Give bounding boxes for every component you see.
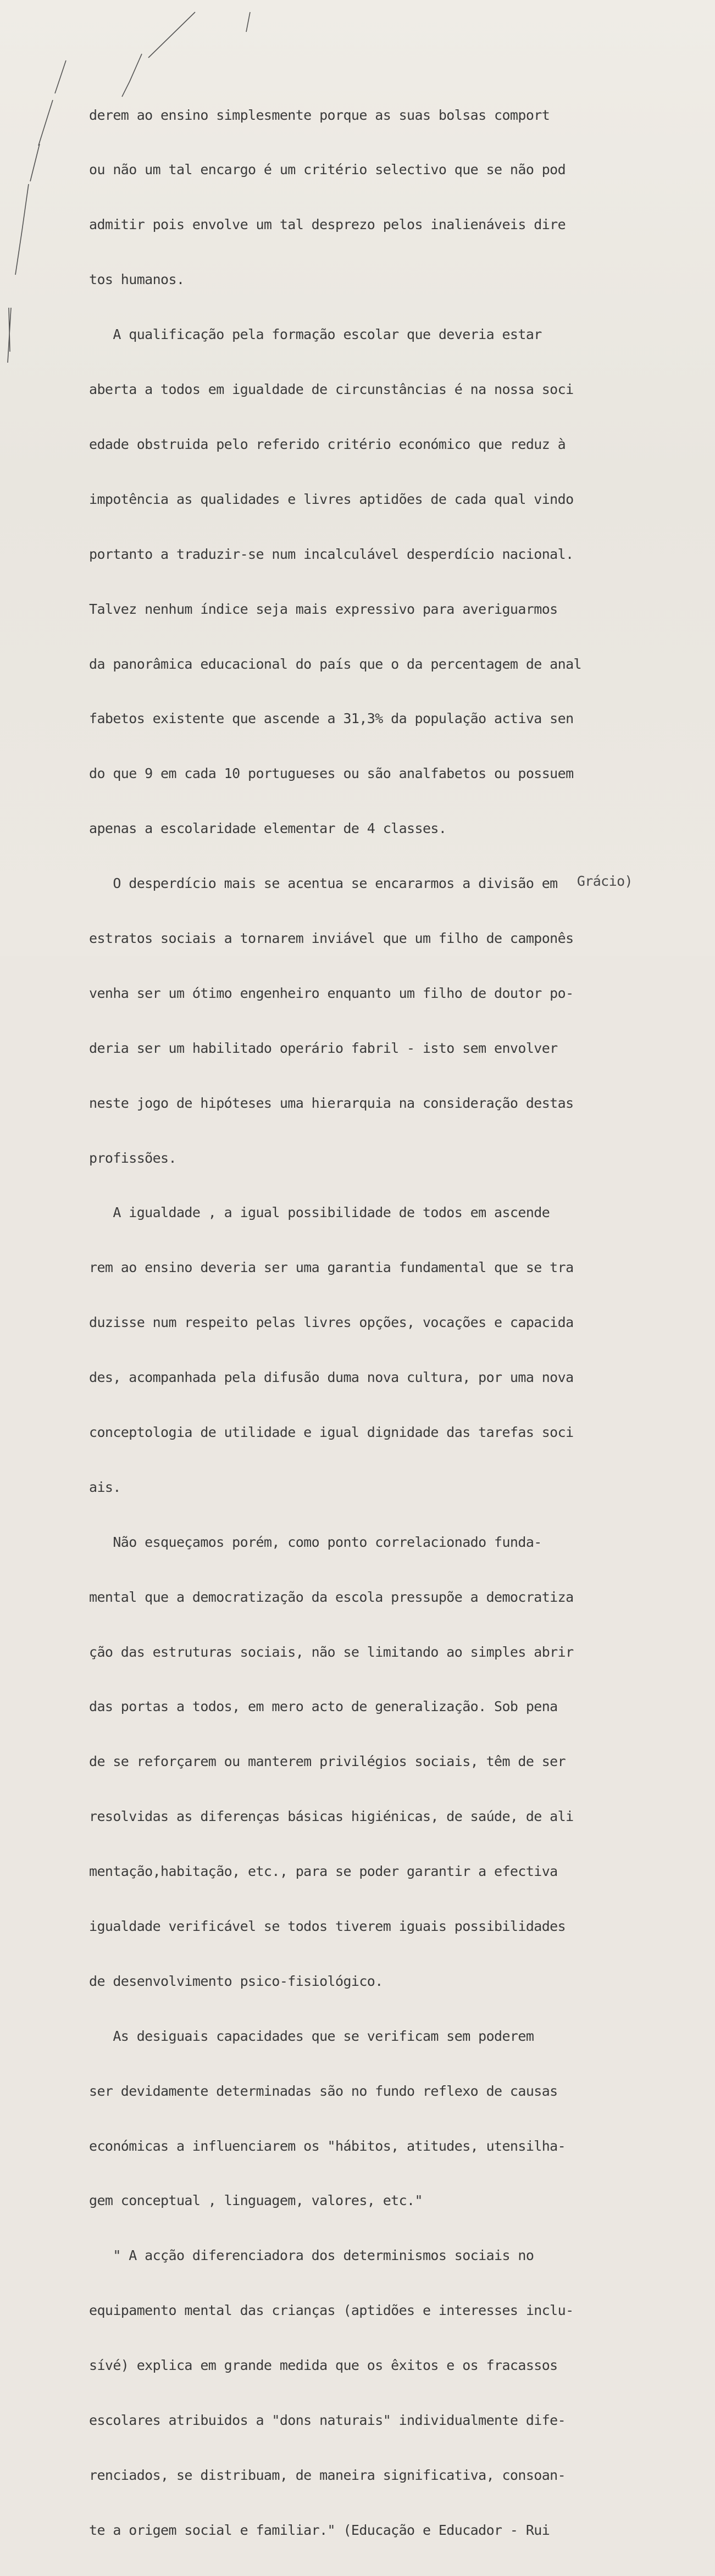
text-line: te a origem social e familiar." (Educação e Educador - Rui [89, 2522, 550, 2538]
text-line: portanto a traduzir-se num incalculável desperdício nacional. [89, 546, 574, 562]
text-line: da panorâmica educacional do país que o da percentagem de anal [89, 656, 581, 672]
text-line: des, acompanhada pela difusão duma nova cultura, por uma nova [89, 1369, 574, 1386]
text-line: admitir pois envolve um tal desprezo pelos inalienáveis dire [89, 216, 566, 233]
text-line: equipamento mental das crianças (aptidões e interesses inclu- [89, 2302, 574, 2319]
text-line: ou não um tal encargo é um critério selectivo que se não pod [89, 162, 566, 178]
text-line: de desenvolvimento psico-fisiológico. [89, 1973, 383, 1989]
text-line: ser devidamente determinadas são no fundo reflexo de causas [89, 2083, 558, 2099]
text-line: A qualificação pela formação escolar que deveria estar [89, 326, 542, 343]
text-line: do que 9 em cada 10 portugueses ou são analfabetos ou possuem [89, 765, 574, 782]
text-line: sívé) explica em grande medida que os êxitos e os fracassos [89, 2357, 558, 2374]
text-line: das portas a todos, em mero acto de generalização. Sob pena [89, 1698, 558, 1715]
text-line: venha ser um ótimo engenheiro enquanto um filho de doutor po- [89, 985, 574, 1001]
text-line: O desperdício mais se acentua se encararmos a divisão em [89, 875, 558, 892]
text-line: económicas a influenciarem os "hábitos, atitudes, utensilha- [89, 2138, 566, 2154]
text-line: aberta a todos em igualdade de circunstâncias é na nossa soci [89, 381, 574, 398]
text-line: igualdade verificável se todos tiverem iguais possibilidades [89, 1918, 566, 1934]
text-line: tos humanos. [89, 271, 185, 288]
text-line: derem ao ensino simplesmente porque as suas bolsas comport [89, 107, 550, 123]
text-line: apenas a escolaridade elementar de 4 classes. [89, 820, 447, 837]
text-line: " A acção diferenciadora dos determinismos sociais no [89, 2247, 534, 2264]
text-line: escolares atribuidos a "dons naturais" individualmente dife- [89, 2412, 566, 2428]
text-line: duzisse num respeito pelas livres opções, vocações e capacida [89, 1314, 574, 1331]
text-line: de se reforçarem ou manterem privilégios sociais, têm de ser [89, 1753, 566, 1770]
text-line: ais. [89, 1479, 121, 1495]
text-line: rem ao ensino deveria ser uma garantia fundamental que se tra [89, 1259, 574, 1276]
text-line: gem conceptual , linguagem, valores, etc." [89, 2192, 423, 2209]
body-text [89, 69, 666, 2576]
text-line: Não esqueçamos porém, como ponto correlacionado funda- [89, 1534, 542, 1550]
text-line: As desiguais capacidades que se verificam sem poderem [89, 2028, 534, 2044]
text-line: ção das estruturas sociais, não se limitando ao simples abrir [89, 1644, 574, 1660]
text-line: A igualdade , a igual possibilidade de todos em ascende [89, 1204, 550, 1221]
text-line: renciados, se distribuam, de maneira significativa, consoan- [89, 2467, 566, 2483]
text-line: Talvez nenhum índice seja mais expressivo para averiguarmos [89, 601, 558, 617]
text-line: conceptologia de utilidade e igual dignidade das tarefas soci [89, 1424, 574, 1440]
text-line: profissões. [89, 1150, 176, 1166]
text-line: estratos sociais a tornarem inviável que um filho de camponês [89, 930, 574, 946]
text-line: deria ser um habilitado operário fabril - isto sem envolver [89, 1040, 558, 1056]
citation-continuation: Grácio) [577, 873, 633, 889]
text-line: resolvidas as diferenças básicas higiénicas, de saúde, de ali [89, 1808, 574, 1825]
text-line: neste jogo de hipóteses uma hierarquia na consideração destas [89, 1095, 574, 1111]
text-line: fabetos existente que ascende a 31,3% da população activa sen [89, 710, 574, 727]
text-line: mental que a democratização da escola pressupõe a democratiza [89, 1589, 574, 1605]
text-line: impotência as qualidades e livres aptidões de cada qual vindo [89, 491, 574, 507]
text-line: edade obstruida pelo referido critério económico que reduz à [89, 436, 566, 452]
text-line: mentação,habitação, etc., para se poder garantir a efectiva [89, 1863, 558, 1880]
